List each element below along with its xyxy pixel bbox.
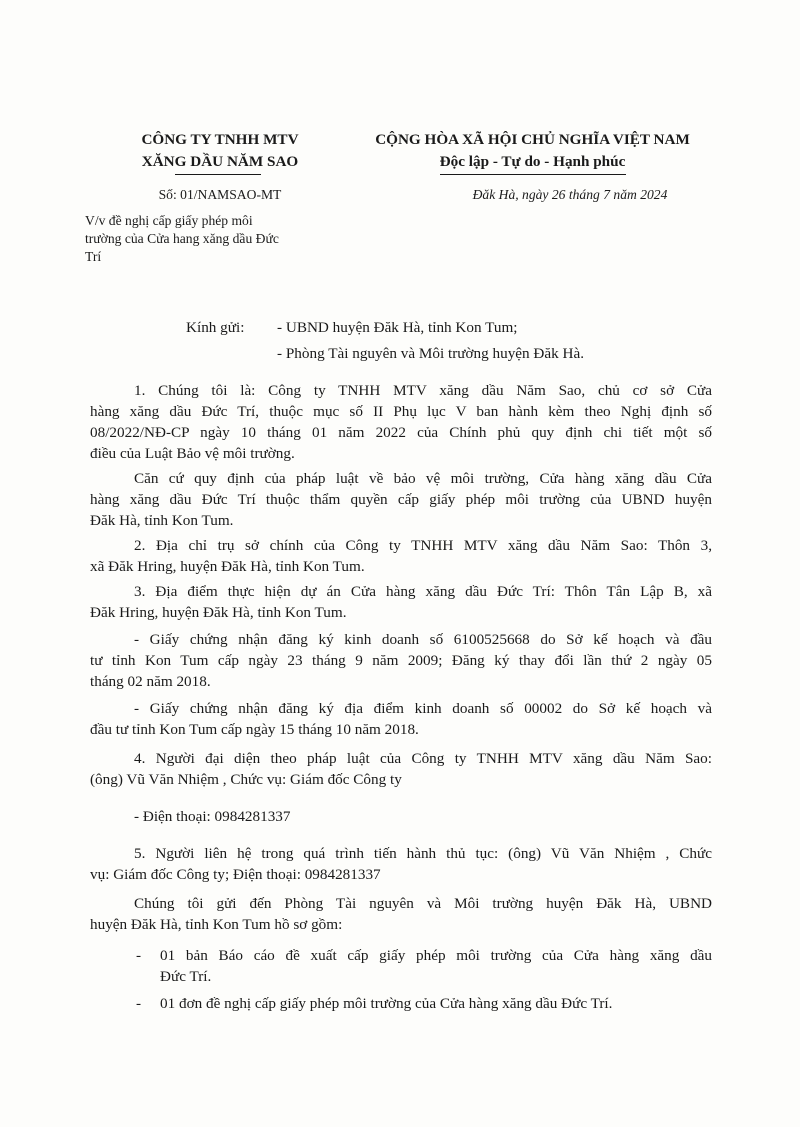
list-item	[90, 993, 712, 1014]
list-item-1-line2: Đức Trí.	[160, 968, 212, 985]
company-underline	[175, 174, 261, 175]
para6-line1: - Giấy chứng nhận đăng ký địa điểm kinh doanh số 00002 do Sở kế hoạch và	[134, 700, 712, 717]
para2-line1: Căn cứ quy định của pháp luật về bảo vệ môi trường, Cửa hàng xăng dầu Cửa	[134, 470, 712, 487]
para1-line4: điều của Luật Bảo vệ môi trường.	[90, 445, 295, 462]
company-name-line2: XĂNG DẦU NĂM SAO	[141, 153, 299, 170]
subject-line-2: trường của Cửa hang xăng dầu Đức	[85, 231, 279, 246]
list-dash: -	[136, 947, 142, 964]
para5-line3: tháng 02 năm 2018.	[90, 673, 211, 690]
para10-line2: huyện Đăk Hà, tỉnh Kon Tum hồ sơ gồm:	[90, 916, 343, 933]
para1-line3: 08/2022/NĐ-CP ngày 10 tháng 01 năm 2022 của Chính phủ quy định chi tiết một số	[90, 424, 712, 441]
body-text	[90, 380, 712, 1014]
attachment-list	[90, 945, 712, 1014]
list-dash: -	[136, 995, 142, 1012]
para10-line1: Chúng tôi gửi đến Phòng Tài nguyên và Môi trường huyện Đăk Hà, UBND	[134, 895, 712, 912]
para3-line2: xã Đăk Hring, huyện Đăk Hà, tỉnh Kon Tum.	[90, 558, 365, 575]
recipient-2: - Phòng Tài nguyên và Môi trường huyện Đăk Hà.	[277, 345, 585, 362]
recipients-label: Kính gửi:	[186, 319, 245, 336]
para9-line1: 5. Người liên hệ trong quá trình tiến hành thủ tục: (ông) Vũ Văn Nhiệm , Chức	[134, 845, 712, 862]
recipient-1: - UBND huyện Đăk Hà, tỉnh Kon Tum;	[277, 319, 518, 336]
list-item-1-line1: 01 bản Báo cáo đề xuất cấp giấy phép môi trường của Cửa hàng xăng dầu	[160, 947, 712, 964]
list-item-2: 01 đơn đề nghị cấp giấy phép môi trường của Cửa hàng xăng dầu Đức Trí.	[160, 995, 613, 1012]
para2-line2: hàng xăng dầu Đức Trí thuộc thẩm quyền cấp giấy phép môi trường của UBND huyện	[90, 491, 712, 508]
subject-line-3: Trí	[85, 249, 102, 264]
motto-underline	[440, 174, 626, 175]
para1-line1: 1. Chúng tôi là: Công ty TNHH MTV xăng dầu Năm Sao, chủ cơ sở Cửa	[134, 382, 712, 399]
nation-motto: Độc lập - Tự do - Hạnh phúc	[439, 153, 626, 170]
nation-title: CỘNG HÒA XÃ HỘI CHỦ NGHĨA VIỆT NAM	[375, 131, 690, 148]
para4-line2: Đăk Hring, huyện Đăk Hà, tỉnh Kon Tum.	[90, 604, 347, 621]
list-item	[90, 945, 712, 987]
para9-line2: vụ: Giám đốc Công ty; Điện thoại: 0984281337	[90, 866, 381, 883]
para2-line3: Đăk Hà, tỉnh Kon Tum.	[90, 512, 234, 529]
para3-line1: 2. Địa chỉ trụ sở chính của Công ty TNHH MTV xăng dầu Năm Sao: Thôn 3,	[134, 537, 712, 554]
para5-line1: - Giấy chứng nhận đăng ký kinh doanh số 6100525668 do Sở kế hoạch và đầu	[134, 631, 712, 648]
para8-phone: - Điện thoại: 0984281337	[134, 808, 291, 825]
document-number: Số: 01/NAMSAO-MT	[158, 187, 282, 202]
para1-line2: hàng xăng dầu Đức Trí, thuộc mục số II Phụ lục V ban hành kèm theo Nghị định số	[90, 403, 712, 420]
para5-line2: tư tỉnh Kon Tum cấp ngày 23 tháng 9 năm 2009; Đăng ký thay đổi lần thứ 2 ngày 05	[90, 652, 712, 669]
para7-line2: (ông) Vũ Văn Nhiệm , Chức vụ: Giám đốc Công ty	[90, 771, 402, 788]
subject-line-1: V/v đề nghị cấp giấy phép môi	[85, 213, 253, 228]
date-place: Đăk Hà, ngày 26 tháng 7 năm 2024	[472, 187, 668, 202]
company-name-line1: CÔNG TY TNHH MTV	[141, 131, 299, 148]
para4-line1: 3. Địa điểm thực hiện dự án Cửa hàng xăng dầu Đức Trí: Thôn Tân Lập B, xã	[134, 583, 712, 600]
para7-line1: 4. Người đại diện theo pháp luật của Công ty TNHH MTV xăng dầu Năm Sao:	[134, 750, 712, 767]
para6-line2: đầu tư tỉnh Kon Tum cấp ngày 15 tháng 10 năm 2018.	[90, 721, 419, 738]
